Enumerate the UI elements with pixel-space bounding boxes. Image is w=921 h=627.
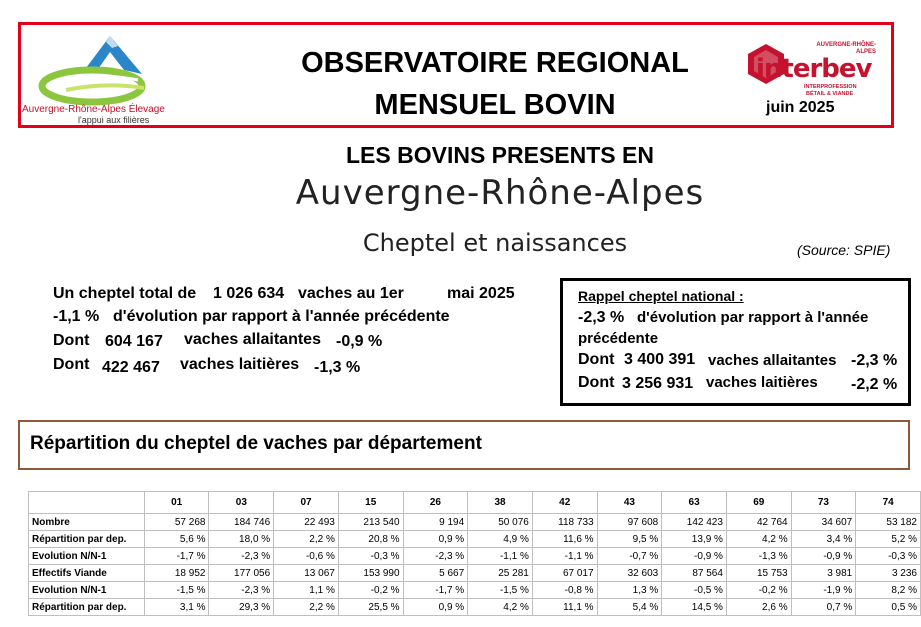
table-cell: 142 423 xyxy=(662,514,727,531)
table-cell: -2,3 % xyxy=(403,548,468,565)
table-cell: 53 182 xyxy=(856,514,921,531)
national-evolution-text: d'évolution par rapport à l'année xyxy=(637,309,869,326)
column-header: 63 xyxy=(662,492,727,514)
table-row xyxy=(29,514,921,531)
table-cell: -0,2 % xyxy=(726,582,791,599)
allaitantes-label: vaches allaitantes xyxy=(184,331,321,348)
laitieres-evolution: -1,3 % xyxy=(314,359,361,376)
column-header: 01 xyxy=(144,492,209,514)
column-header: 69 xyxy=(726,492,791,514)
table-cell: -0,5 % xyxy=(662,582,727,599)
table-row xyxy=(29,599,921,616)
table-cell: 5 667 xyxy=(403,565,468,582)
table-cell: 2,2 % xyxy=(274,531,339,548)
column-header: 15 xyxy=(338,492,403,514)
table-cell: 50 076 xyxy=(468,514,533,531)
national-evolution-value: -2,3 % xyxy=(578,309,625,326)
table-cell: -0,7 % xyxy=(597,548,662,565)
table-cell: 0,7 % xyxy=(791,599,856,616)
national-title: Rappel cheptel national : xyxy=(578,288,744,304)
table-corner xyxy=(29,492,145,514)
table-cell: -2,3 % xyxy=(209,548,274,565)
table-cell: 67 017 xyxy=(532,565,597,582)
table-cell: 3 236 xyxy=(856,565,921,582)
table-cell: 13,9 % xyxy=(662,531,727,548)
national-laitieres-evolution: -2,2 % xyxy=(851,376,898,393)
table-cell: -1,1 % xyxy=(468,548,533,565)
table-cell: 2,2 % xyxy=(274,599,339,616)
table-cell: -1,5 % xyxy=(144,582,209,599)
column-header: 07 xyxy=(274,492,339,514)
column-header: 74 xyxy=(856,492,921,514)
column-header: 03 xyxy=(209,492,274,514)
interbev-region: AUVERGNE-RHÔNE-ALPES xyxy=(816,42,876,55)
column-header: 73 xyxy=(791,492,856,514)
table-cell: 97 608 xyxy=(597,514,662,531)
title-line-2: MENSUEL BOVIN xyxy=(374,89,616,121)
table-cell: 87 564 xyxy=(662,565,727,582)
row-label: Evolution N/N-1 xyxy=(29,582,145,599)
table-cell: 8,2 % xyxy=(856,582,921,599)
laitieres-value: 422 467 xyxy=(102,359,160,376)
table-cell: 57 268 xyxy=(144,514,209,531)
table-cell: 177 056 xyxy=(209,565,274,582)
national-allaitantes-value: 3 400 391 xyxy=(624,351,696,368)
interbev-name: interbev xyxy=(756,54,872,84)
table-cell: 20,8 % xyxy=(338,531,403,548)
table-cell: 22 493 xyxy=(274,514,339,531)
subtitle-line-1: LES BOVINS PRESENTS EN xyxy=(345,142,654,168)
table-cell: -0,6 % xyxy=(274,548,339,565)
laitieres-dont: Dont xyxy=(53,356,90,373)
section-title: Répartition du cheptel de vaches par département xyxy=(30,433,482,454)
table-cell: 1,3 % xyxy=(597,582,662,599)
table-cell: 25,5 % xyxy=(338,599,403,616)
row-label: Répartition par dep. xyxy=(29,599,145,616)
row-label: Nombre xyxy=(29,514,145,531)
table-cell: -1,7 % xyxy=(144,548,209,565)
table-cell: 5,2 % xyxy=(856,531,921,548)
interbev-logo xyxy=(744,38,874,98)
subtitle-topic: Cheptel et naissances xyxy=(362,229,628,257)
national-allaitantes-dont: Dont xyxy=(578,351,615,368)
table-cell: 25 281 xyxy=(468,565,533,582)
row-label: Evolution N/N-1 xyxy=(29,548,145,565)
table-cell: -0,8 % xyxy=(532,582,597,599)
table-cell: 9,5 % xyxy=(597,531,662,548)
title-line-1: OBSERVATOIRE REGIONAL xyxy=(301,47,689,79)
table-cell: 18 952 xyxy=(144,565,209,582)
table-cell: 42 764 xyxy=(726,514,791,531)
department-table xyxy=(28,491,921,616)
column-header: 26 xyxy=(403,492,468,514)
page-title xyxy=(230,42,760,126)
table-cell: 5,4 % xyxy=(597,599,662,616)
report-date: juin 2025 xyxy=(766,99,835,116)
row-label: Effectifs Viande xyxy=(29,565,145,582)
table-cell: 13 067 xyxy=(274,565,339,582)
table-cell: 3,1 % xyxy=(144,599,209,616)
table-cell: -0,3 % xyxy=(856,548,921,565)
logo-left-line2: l'appui aux filières xyxy=(78,115,150,125)
table-cell: 0,5 % xyxy=(856,599,921,616)
table-cell: -0,2 % xyxy=(338,582,403,599)
table-cell: 0,9 % xyxy=(403,531,468,548)
national-laitieres-dont: Dont xyxy=(578,374,615,391)
table-cell: -1,7 % xyxy=(403,582,468,599)
total-month: mai 2025 xyxy=(447,285,515,302)
table-cell: 11,1 % xyxy=(532,599,597,616)
table-cell: -1,1 % xyxy=(532,548,597,565)
table-cell: 29,3 % xyxy=(209,599,274,616)
national-allaitantes-label: vaches allaitantes xyxy=(708,352,837,369)
table-cell: 153 990 xyxy=(338,565,403,582)
table-cell: 1,1 % xyxy=(274,582,339,599)
table-cell: 2,6 % xyxy=(726,599,791,616)
column-header: 43 xyxy=(597,492,662,514)
column-header: 38 xyxy=(468,492,533,514)
interbev-tag1: INTERPROFESSION xyxy=(804,84,857,90)
table-cell: -1,5 % xyxy=(468,582,533,599)
table-cell: 4,2 % xyxy=(468,599,533,616)
table-row xyxy=(29,582,921,599)
allaitantes-evolution: -0,9 % xyxy=(336,333,383,350)
row-label: Répartition par dep. xyxy=(29,531,145,548)
table-cell: 4,9 % xyxy=(468,531,533,548)
allaitantes-dont: Dont xyxy=(53,332,90,349)
table-cell: 3,4 % xyxy=(791,531,856,548)
table-cell: 5,6 % xyxy=(144,531,209,548)
table-cell: 18,0 % xyxy=(209,531,274,548)
total-value: 1 026 634 xyxy=(213,285,285,302)
laitieres-label: vaches laitières xyxy=(180,356,300,373)
table-cell: 3 981 xyxy=(791,565,856,582)
table-row xyxy=(29,565,921,582)
source-note: (Source: SPIE) xyxy=(797,242,891,258)
national-laitieres-value: 3 256 931 xyxy=(622,375,694,392)
table-cell: -1,9 % xyxy=(791,582,856,599)
regional-evolution-value: -1,1 % xyxy=(53,308,100,325)
logo-left-line1: Auvergne-Rhône-Alpes Élevage xyxy=(22,104,165,115)
subtitle-region: Auvergne-Rhône-Alpes xyxy=(295,173,705,213)
table-cell: -0,3 % xyxy=(338,548,403,565)
table-header-row xyxy=(29,492,921,514)
national-allaitantes-evolution: -2,3 % xyxy=(851,352,898,369)
interbev-tag2: BÉTAIL & VIANDE xyxy=(806,91,854,97)
table-row xyxy=(29,531,921,548)
table-cell: 4,2 % xyxy=(726,531,791,548)
table-cell: 213 540 xyxy=(338,514,403,531)
table-cell: -0,9 % xyxy=(791,548,856,565)
table-cell: 184 746 xyxy=(209,514,274,531)
table-cell: 11,6 % xyxy=(532,531,597,548)
allaitantes-value: 604 167 xyxy=(105,333,163,350)
table-cell: -0,9 % xyxy=(662,548,727,565)
national-laitieres-label: vaches laitières xyxy=(706,374,818,391)
table-cell: 0,9 % xyxy=(403,599,468,616)
table-cell: -1,3 % xyxy=(726,548,791,565)
table-cell: 14,5 % xyxy=(662,599,727,616)
table-cell: 34 607 xyxy=(791,514,856,531)
total-suffix: vaches au 1er xyxy=(298,285,404,302)
table-cell: 9 194 xyxy=(403,514,468,531)
table-row xyxy=(29,548,921,565)
column-header: 42 xyxy=(532,492,597,514)
regional-evolution-text: d'évolution par rapport à l'année précédente xyxy=(113,308,450,325)
table-cell: 15 753 xyxy=(726,565,791,582)
national-evolution-text2: précédente xyxy=(578,330,659,347)
table-cell: 32 603 xyxy=(597,565,662,582)
table-cell: 118 733 xyxy=(532,514,597,531)
table-cell: -2,3 % xyxy=(209,582,274,599)
total-prefix: Un cheptel total de xyxy=(53,285,197,302)
